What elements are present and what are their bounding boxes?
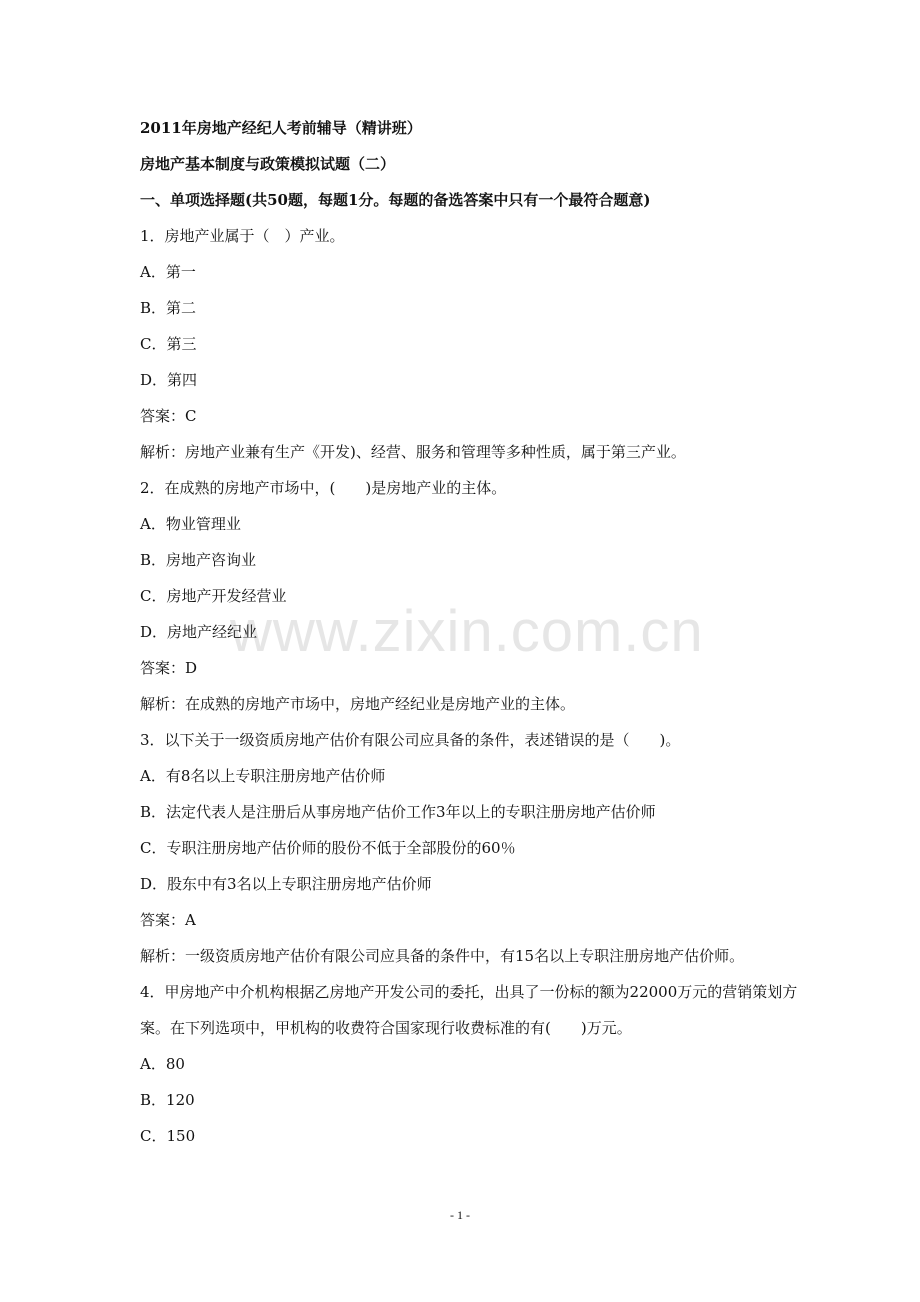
answer: 答案：A [140, 911, 196, 929]
page-number: - 1 - [450, 1208, 470, 1222]
watermark: www.zixin.com.cn [230, 599, 704, 664]
question-stem: 4．甲房地产中介机构根据乙房地产开发公司的委托，出具了一份标的额为22000万元的营销策划方案。在下列选项中，甲机构的收费符合国家现行收费标准的有( )万元。 [140, 983, 798, 1037]
option: C．第三 [140, 335, 197, 353]
option: B．120 [140, 1091, 195, 1109]
analysis: 解析：房地产业兼有生产《开发)、经营、服务和管理等多种性质，属于第三产业。 [140, 443, 686, 461]
analysis: 解析：一级资质房地产估价有限公司应具备的条件中，有15名以上专职注册房地产估价师。 [140, 947, 745, 965]
option: D．股东中有3名以上专职注册房地产估价师 [140, 875, 432, 893]
analysis: 解析：在成熟的房地产市场中，房地产经纪业是房地产业的主体。 [140, 695, 576, 713]
option: C．150 [140, 1127, 196, 1145]
option: A．物业管理业 [140, 515, 241, 533]
document-body [140, 110, 800, 1154]
answer: 答案：C [140, 407, 197, 425]
document-subtitle: 房地产基本制度与政策模拟试题（二） [140, 155, 396, 173]
option: A．第一 [140, 263, 196, 281]
option: B．房地产咨询业 [140, 551, 257, 569]
option: D．房地产经纪业 [140, 623, 258, 641]
question-stem: 1．房地产业属于（ ）产业。 [140, 227, 345, 245]
section-heading: 一、单项选择题(共50题，每题1分。每题的备选答案中只有一个最符合题意) [140, 191, 651, 209]
question-stem: 3．以下关于一级资质房地产估价有限公司应具备的条件，表述错误的是（ )。 [140, 731, 681, 749]
answer: 答案：D [140, 659, 198, 677]
option: B．第二 [140, 299, 197, 317]
option: B．法定代表人是注册后从事房地产估价工作3年以上的专职注册房地产估价师 [140, 803, 656, 821]
option: C．房地产开发经营业 [140, 587, 287, 605]
option: A．80 [140, 1055, 185, 1073]
option: C．专职注册房地产估价师的股份不低于全部股份的60％ [140, 839, 516, 857]
document-title: 2011年房地产经纪人考前辅导（精讲班） [140, 119, 422, 137]
option: A．有8名以上专职注册房地产估价师 [140, 767, 386, 785]
question-stem: 2．在成熟的房地产市场中，( )是房地产业的主体。 [140, 479, 507, 497]
option: D．第四 [140, 371, 198, 389]
